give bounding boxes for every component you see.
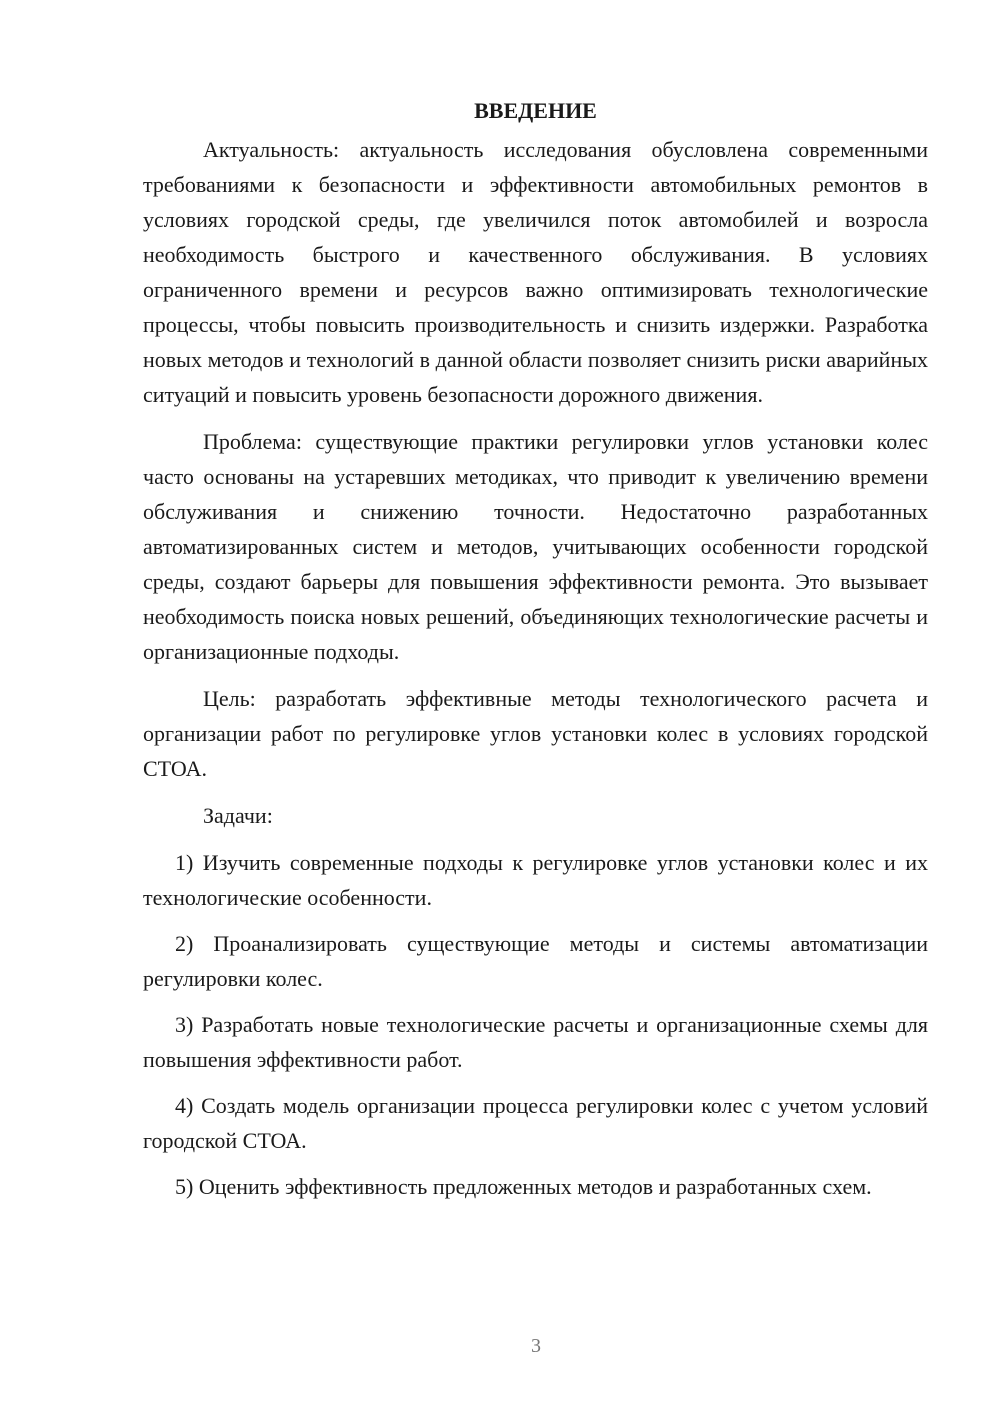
page-number: 3 xyxy=(531,1335,541,1357)
task-item: 2) Проанализировать существующие методы и системы автоматизации регулировки колес. xyxy=(143,931,928,991)
task-item: 3) Разработать новые технологические расчеты и организационные схемы для повышения эффективности работ. xyxy=(143,1012,928,1072)
tasks-label: Задачи: xyxy=(203,803,273,828)
page-body xyxy=(143,96,928,1215)
relevance-paragraph: Актуальность: актуальность исследования обусловлена современными требованиями к безопасности и эффективности автомобильных ремонтов в условиях городской среды, где увеличился поток автомобилей и возросла необходимость быстрого и качественного обслуживания. В условиях ограниченного времени и ресурсов важно оптимизировать технологические процессы, чтобы повысить производительность и снизить издержки. Разработка новых методов и технологий в данной области позволяет снизить риски аварийных ситуаций и повысить уровень безопасности дорожного движения. xyxy=(143,137,928,407)
task-item: 5) Оценить эффективность предложенных методов и разработанных схем. xyxy=(175,1174,872,1199)
goal-paragraph: Цель: разработать эффективные методы технологического расчета и организации работ по регулировке углов установки колес в условиях городской СТОА. xyxy=(143,686,928,781)
page-title: ВВЕДЕНИЕ xyxy=(474,98,597,123)
task-item: 1) Изучить современные подходы к регулировке углов установки колес и их технологические особенности. xyxy=(143,850,928,910)
problem-paragraph: Проблема: существующие практики регулировки углов установки колес часто основаны на устаревших методиках, что приводит к увеличению времени обслуживания и снижению точности. Недостаточно разработанных автоматизированных систем и методов, учитывающих особенности городской среды, создают барьеры для повышения эффективности ремонта. Это вызывает необходимость поиска новых решений, объединяющих технологические расчеты и организационные подходы. xyxy=(143,429,928,664)
tasks-list xyxy=(143,845,928,1204)
task-item: 4) Создать модель организации процесса регулировки колес с учетом условий городской СТОА. xyxy=(143,1093,928,1153)
